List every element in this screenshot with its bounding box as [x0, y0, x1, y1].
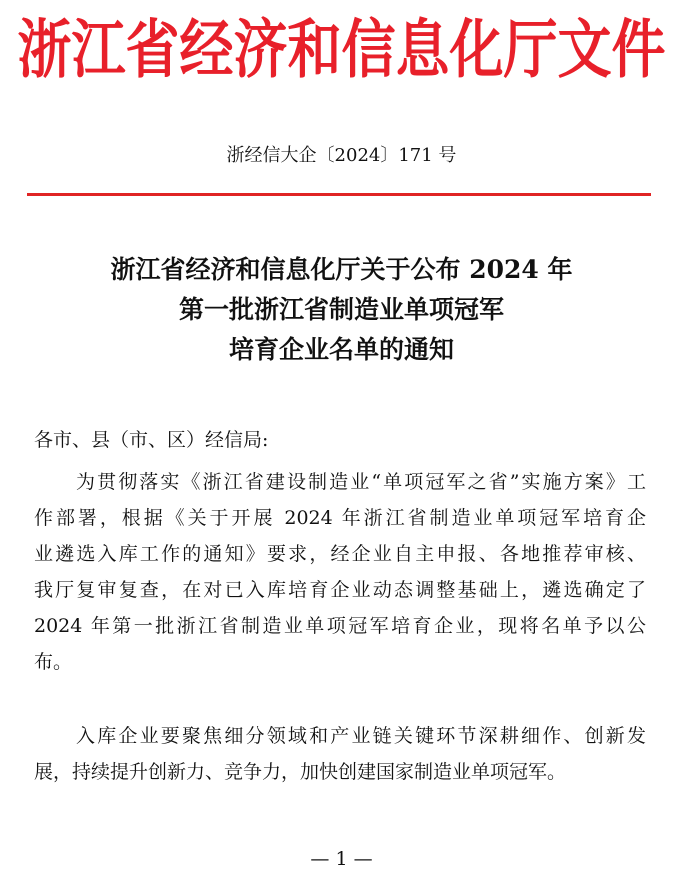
red-divider-rule: [27, 193, 651, 196]
document-title: [0, 250, 683, 370]
title-line: 培育企业名单的通知: [228, 335, 454, 364]
paragraph-line: 2024 年第一批浙江省制造业单项冠军培育企业，现将名单予以公: [34, 615, 646, 637]
paragraph-line: 入库企业要聚焦细分领域和产业链关键环节深耕细作、创新发: [76, 725, 646, 747]
paragraph-line: 为贯彻落实《浙江省建设制造业“单项冠军之省”实施方案》工: [76, 471, 646, 493]
salutation: 各市、县（市、区）经信局:: [34, 429, 269, 451]
title-line: 浙江省经济和信息化厅关于公布 2024 年: [110, 255, 573, 284]
paragraph-line: 展，持续提升创新力、竞争力，加快创建国家制造业单项冠军。: [34, 761, 567, 783]
body-paragraph: [34, 718, 646, 790]
paragraph-line: 作部署，根据《关于开展 2024 年浙江省制造业单项冠军培育企: [34, 507, 646, 529]
paragraph-line: 我厅复审复查，在对已入库培育企业动态调整基础上，遴选确定了: [34, 579, 646, 601]
paragraph-line: 业遴选入库工作的通知》要求，经企业自主申报、各地推荐审核、: [34, 543, 646, 565]
body-paragraph: [34, 464, 646, 680]
title-line: 第一批浙江省制造业单项冠军: [178, 295, 504, 324]
issuer-masthead: 浙江省经济和信息化厅文件: [17, 11, 666, 87]
document-number: 浙经信大企〔2024〕171 号: [226, 145, 457, 166]
paragraph-line: 布。: [34, 651, 73, 673]
page-number: — 1 —: [310, 848, 373, 870]
